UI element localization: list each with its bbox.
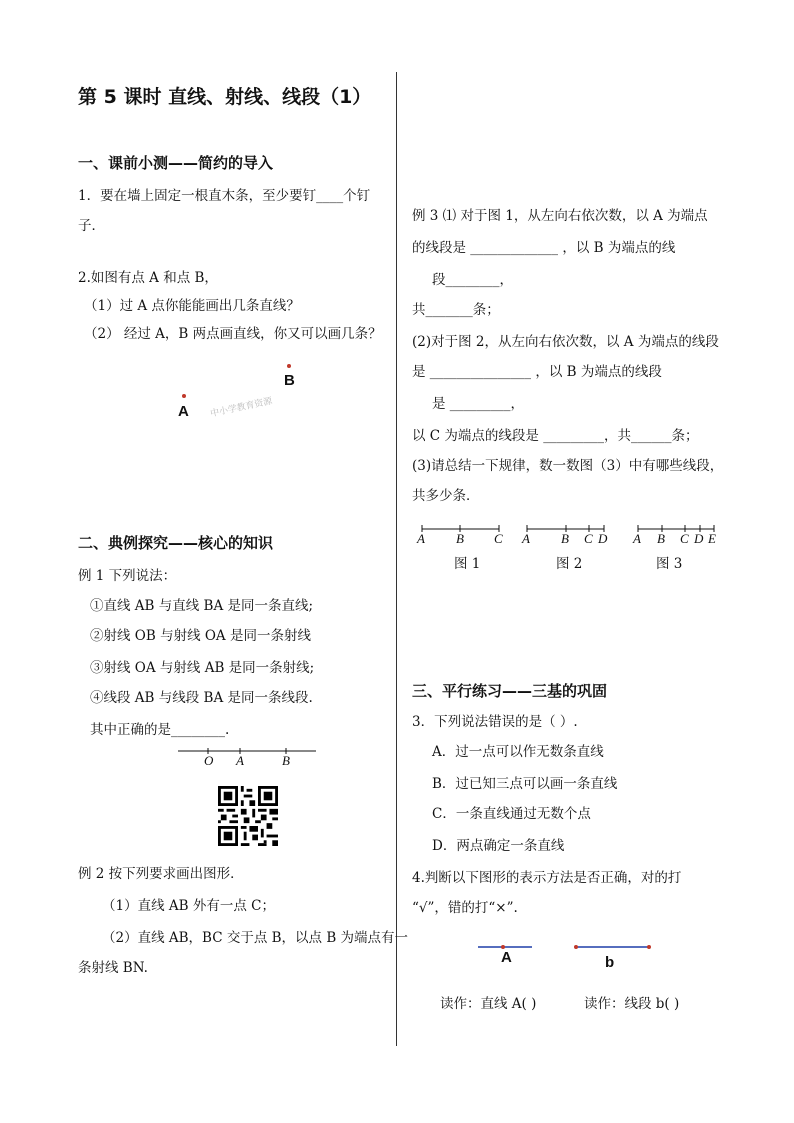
fig1-label-b: B	[456, 531, 464, 546]
column-divider	[396, 72, 397, 1046]
ex3-line7: 是 _________，	[432, 396, 525, 412]
ex3-line5: (2)对于图 2，从左向右依次数，以 A 为端点的线段	[412, 334, 719, 350]
ex3-line9: (3)请总结一下规律，数一数图（3）中有哪些线段，	[412, 458, 724, 474]
ex1-answer: 其中正确的是________.	[90, 722, 230, 738]
section1-heading: 一、课前小测——简约的导入	[78, 154, 274, 172]
fig3-label-b: B	[657, 531, 665, 546]
ex3-line1: 例 3 ⑴ 对于图 1，从左向右依次数，以 A 为端点	[412, 208, 708, 224]
ex1-intro: 例 1 下列说法：	[78, 568, 177, 584]
ex2-item2-line1: （2）直线 AB，BC 交于点 B，以点 B 为端点有一	[102, 930, 409, 946]
fig1-caption: 图 1	[454, 556, 481, 572]
ex1-item-4: ④线段 AB 与线段 BA 是同一条线段.	[90, 690, 313, 706]
fig2-label-d: D	[598, 531, 608, 546]
q4-endpoint-left	[574, 945, 578, 949]
ex2-item1: （1）直线 AB 外有一点 C；	[102, 898, 275, 914]
ex2-item2-line2: 条射线 BN.	[78, 960, 148, 976]
fig3-caption: 图 3	[656, 556, 683, 572]
ex1-item-1: ①直线 AB 与直线 BA 是同一条直线;	[90, 598, 314, 614]
q4-line1: 4.判断以下图形的表示方法是否正确，对的打	[412, 870, 682, 886]
ex3-line4: 共_______条；	[412, 302, 500, 318]
q3-option-d: D．两点确定一条直线	[432, 838, 565, 854]
ex1-label-o: O	[204, 753, 214, 768]
ex1-item-2: ②射线 OB 与射线 OA 是同一条射线	[90, 628, 311, 644]
qr-code	[218, 786, 278, 846]
fig2-label-b: B	[561, 531, 569, 546]
fig3-label-c: C	[680, 531, 689, 546]
fig-a-label: A	[501, 949, 512, 966]
point-a-label: A	[178, 403, 189, 420]
ex1-label-a: A	[236, 753, 244, 768]
q3-stem: 3．下列说法错误的是（ ）.	[412, 714, 578, 730]
point-b-label: B	[284, 372, 295, 389]
ex3-line8: 以 C 为端点的线段是 _________，共______条；	[412, 428, 699, 444]
section2-heading: 二、典例探究——核心的知识	[78, 534, 274, 552]
ex3-line2: 的线段是 _____________ ，以 B 为端点的线	[412, 240, 676, 256]
q2-item1: （1）过 A 点你能能画出几条直线？	[84, 298, 300, 314]
watermark: 中小学教育资源	[209, 396, 274, 420]
fig3-label-e: E	[708, 531, 716, 546]
ex3-line6: 是 _______________ ，以 B 为端点的线段	[412, 364, 662, 380]
read-line-a: 读作：直线 A( )	[440, 996, 537, 1012]
fig3-label-d: D	[694, 531, 704, 546]
point-a-dot	[182, 394, 186, 398]
q3-option-b: B．过已知三点可以画一条直线	[432, 776, 618, 792]
point-b-dot	[287, 364, 291, 368]
page-title: 第 5 课时 直线、射线、线段（1）	[78, 86, 372, 108]
q3-option-a: A．过一点可以作无数条直线	[432, 744, 604, 760]
q1-line2: 子．	[78, 218, 105, 234]
q1-line1: 1．要在墙上固定一根直木条，至少要钉____个钉	[78, 188, 371, 204]
q4-endpoint-right	[647, 945, 651, 949]
fig2-caption: 图 2	[556, 556, 583, 572]
section3-heading: 三、平行练习——三基的巩固	[412, 682, 608, 700]
ex1-label-b: B	[282, 753, 290, 768]
fig2-label-a: A	[522, 531, 530, 546]
ex3-line3: 段________，	[432, 272, 513, 288]
ex2-intro: 例 2 按下列要求画出图形．	[78, 866, 244, 882]
q2-line1: 2.如图有点 A 和点 B，	[78, 270, 218, 286]
ex1-item-3: ③射线 OA 与射线 AB 是同一条射线;	[90, 660, 315, 676]
q2-item2: （2） 经过 A，B 两点画直线，你又可以画几条？	[84, 326, 382, 342]
fig1-label-a: A	[417, 531, 425, 546]
ex3-line10: 共多少条．	[412, 488, 480, 504]
fig3-label-a: A	[633, 531, 641, 546]
q4-line2: “√”，错的打“×”.	[412, 900, 518, 916]
fig2-label-c: C	[584, 531, 593, 546]
fig-b-label: b	[605, 954, 615, 971]
read-segment-b: 读作：线段 b( )	[584, 996, 680, 1012]
q3-option-c: C．一条直线通过无数个点	[432, 806, 591, 822]
fig1-label-c: C	[494, 531, 503, 546]
